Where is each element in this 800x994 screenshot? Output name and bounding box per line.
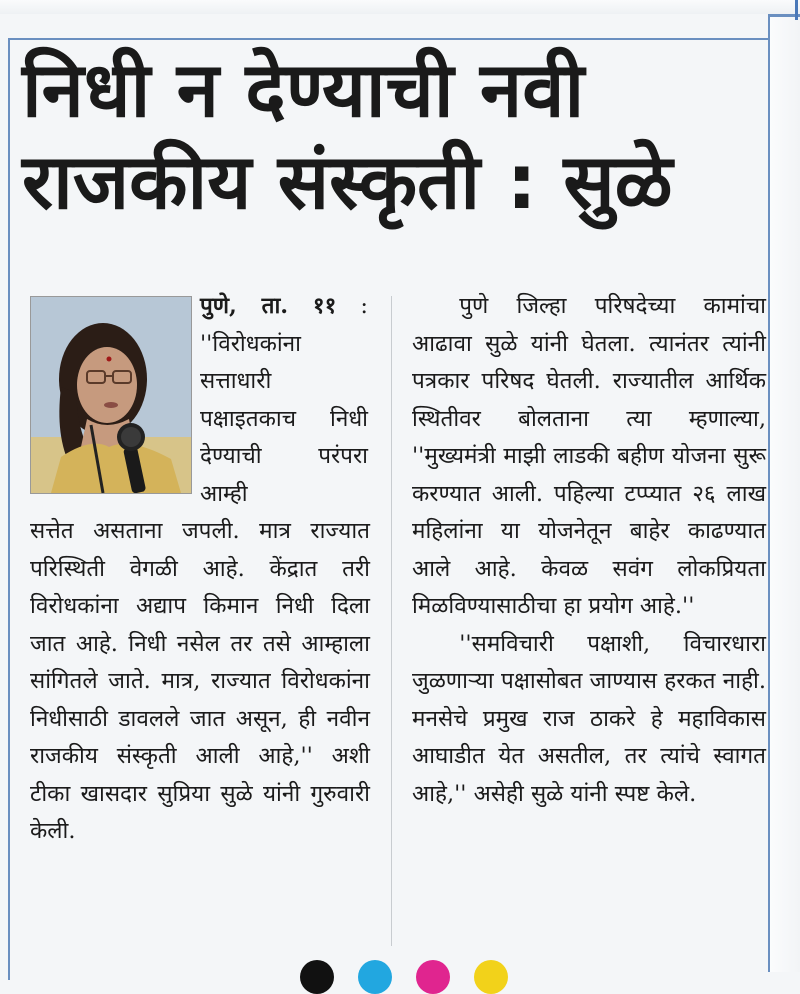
crop-mark: [795, 0, 798, 20]
registration-dot-yellow: [474, 960, 508, 994]
column-1-lead-text: : ''विरोधकांना सत्ताधारी पक्षाइतकाच निधी देण्याची परंपरा आम्ही: [200, 293, 368, 507]
speaker-photo: [30, 296, 192, 494]
column-2-paragraph-1: पुणे जिल्हा परिषदेच्या कामांचा आढावा सुळे यांनी घेतला. त्यानंतर त्यांनी पत्रकार परिषद घेतली. राज्यातील आर्थिक स्थितीवर बोलताना त्या म्हणाल्या, ''मुख्यमंत्री माझी लाडकी बहीण योजना सुरू करण्यात आली. पहिल्या टप्प्यात २६ लाख महिलांना या योजनेतून बाहेर काढण्यात आले आहे. केवळ सवंग लोकप्रियता मिळविण्यासाठीचा हा प्रयोग आहे.'': [412, 293, 766, 619]
registration-dot-magenta: [416, 960, 450, 994]
column-1-top: [200, 288, 368, 513]
column-1-body: सत्तेत असताना जपली. मात्र राज्यात परिस्थिती वेगळी आहे. केंद्रात तरी विरोधकांना अद्याप किमान निधी दिला जात आहे. निधी नसेल तर तसे आम्हाला सांगितले जाते. मात्र, राज्यात विरोधकांना निधीसाठी डावलले जात असून, ही नवीन राजकीय संस्कृती आली आहे,'' अशी टीका खासदार सुप्रिया सुळे यांनी गुरुवारी केली.: [30, 518, 370, 844]
headline: [22, 44, 762, 228]
adjacent-page-strip: [770, 14, 800, 972]
dateline: पुणे, ता. ११: [200, 293, 337, 319]
print-registration-marks: [300, 960, 520, 972]
column-gutter: [391, 296, 392, 946]
registration-dot-black: [300, 960, 334, 994]
column-2-paragraph-2: ''समविचारी पक्षाशी, विचारधारा जुळणाऱ्या पक्षासोबत जाण्यास हरकत नाही. मनसेचे प्रमुख राज ठाकरे हे महाविकास आघाडीत येत असतील, तर त्यांचे स्वागत आहे,'' असेही सुळे यांनी स्पष्ट केले.: [412, 630, 766, 807]
headline-line-2: राजकीय संस्कृती : सुळे: [22, 137, 673, 226]
page-top-edge: [0, 0, 800, 14]
registration-dot-cyan: [358, 960, 392, 994]
headline-line-1: निधी न देण्याची नवी: [22, 45, 585, 134]
column-2: [412, 288, 766, 813]
